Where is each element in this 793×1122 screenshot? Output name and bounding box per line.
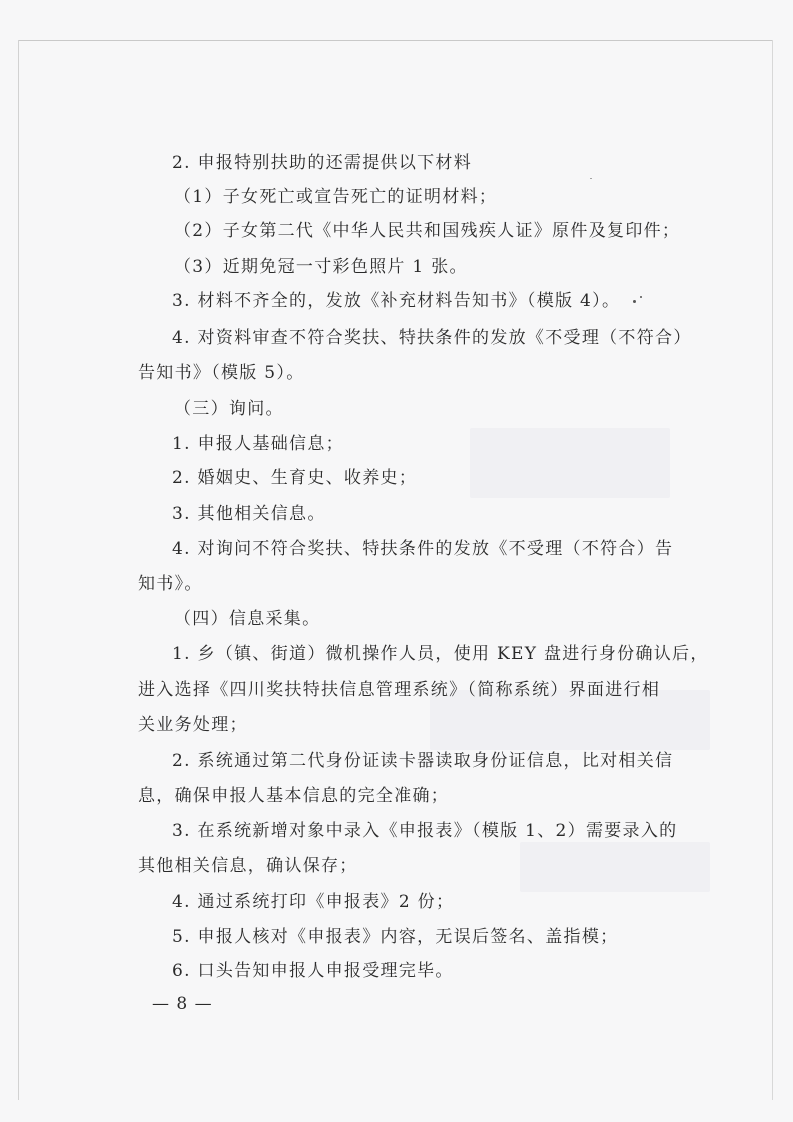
ink-speck (633, 300, 636, 303)
scan-edge-left (18, 40, 19, 1100)
ink-speck (640, 296, 642, 298)
section-heading: （三）询问。 (174, 399, 284, 419)
paragraph-line: 1. 申报人基础信息； (172, 434, 344, 454)
paragraph-line: 2. 系统通过第二代身份证读卡器读取身份证信息，比对相关信 (172, 751, 674, 771)
paragraph-line: 进入选择《四川奖扶特扶信息管理系统》（简称系统）界面进行相 (138, 680, 661, 700)
paragraph-line: 1. 乡（镇、街道）微机操作人员，使用 KEY 盘进行身份确认后， (172, 644, 709, 664)
paragraph-line: 4. 通过系统打印《申报表》2 份； (172, 892, 455, 912)
paragraph-line: 5. 申报人核对《申报表》内容，无误后签名、盖指模； (172, 927, 619, 947)
paragraph-line: 知书》。 (138, 574, 203, 594)
scan-edge-right (772, 40, 773, 1100)
paragraph-line: 其他相关信息，确认保存； (138, 856, 358, 876)
paragraph-line: （2）子女第二代《中华人民共和国残疾人证》原件及复印件； (174, 221, 681, 241)
paragraph-line: 3. 材料不齐全的，发放《补充材料告知书》（模版 4）。 (172, 291, 621, 311)
page-number: — 8 — (152, 994, 213, 1014)
paragraph-line: 关业务处理； (138, 715, 248, 735)
paragraph-line: （3）近期免冠一寸彩色照片 1 张。 (174, 257, 468, 277)
paragraph-line: 告知书》（模版 5）。 (138, 363, 305, 383)
paragraph-line: 4. 对资料审查不符合奖扶、特扶条件的发放《不受理（不符合） (172, 328, 692, 348)
paragraph-line: 6. 口头告知申报人申报受理完毕。 (172, 961, 454, 981)
paragraph-line: 3. 在系统新增对象中录入《申报表》（模版 1、2）需要录入的 (172, 821, 678, 841)
paragraph-line: 2. 婚姻史、生育史、收养史； (172, 468, 418, 488)
paragraph-line: 4. 对询问不符合奖扶、特扶条件的发放《不受理（不符合）告 (172, 539, 674, 559)
paragraph-line: 息，确保申报人基本信息的完全准确； (138, 786, 450, 806)
show-through-block (470, 428, 670, 498)
show-through-block (520, 842, 710, 892)
paragraph-line: 3. 其他相关信息。 (172, 504, 326, 524)
paragraph-line: （1）子女死亡或宣告死亡的证明材料； (174, 187, 498, 207)
section-heading: （四）信息采集。 (174, 609, 321, 629)
ink-speck (590, 178, 592, 179)
scan-edge-top (18, 40, 773, 41)
paragraph-line: 2. 申报特别扶助的还需提供以下材料 (172, 153, 473, 173)
